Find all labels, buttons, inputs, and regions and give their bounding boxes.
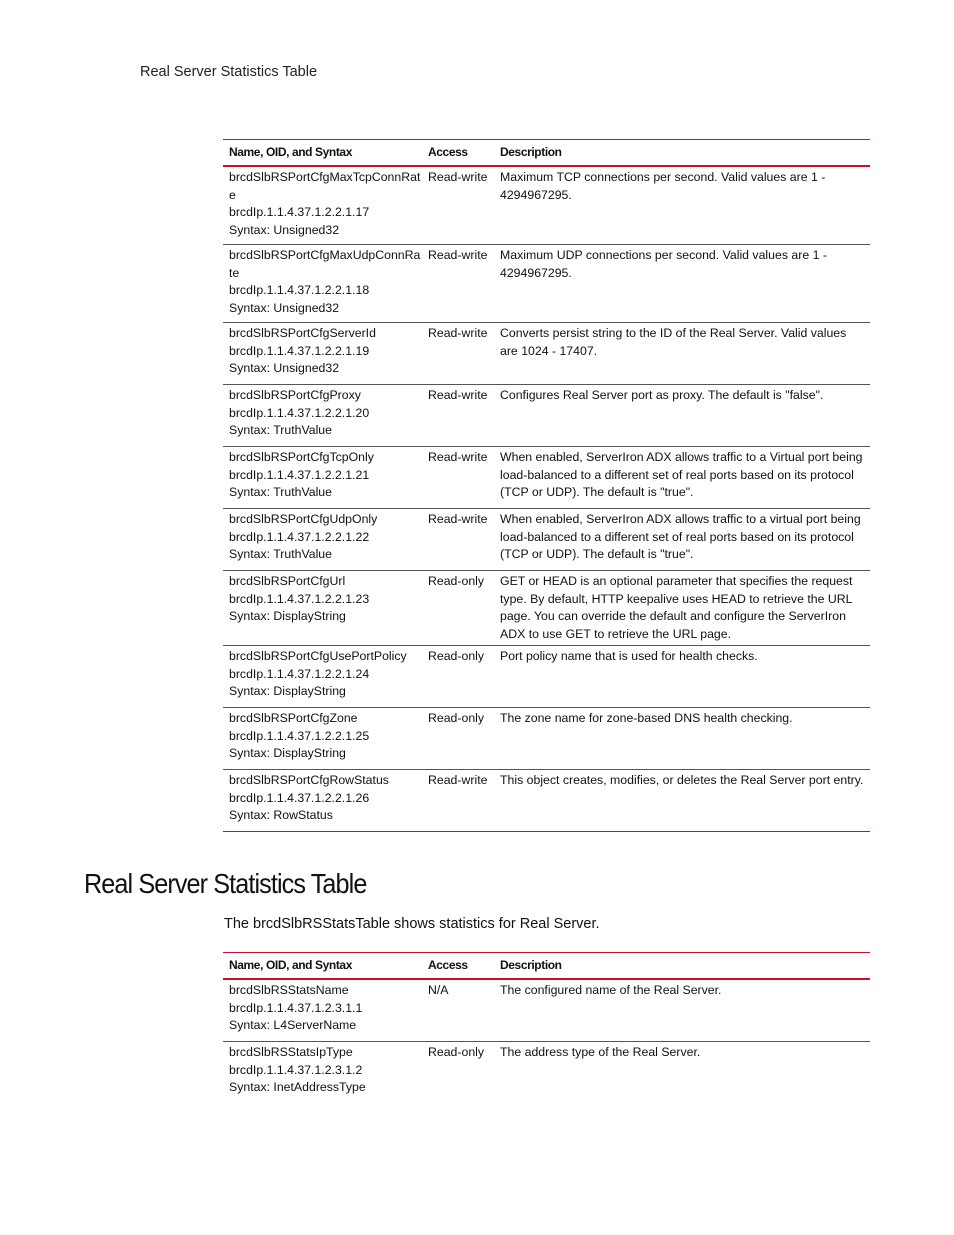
cell-access: Read-write bbox=[428, 773, 488, 787]
cell-access: Read-write bbox=[428, 388, 488, 402]
cell-line: brcdIp.1.1.4.37.1.2.3.1.1 bbox=[229, 1000, 363, 1015]
cell-line: brcdIp.1.1.4.37.1.2.2.1.17 bbox=[229, 205, 370, 219]
cell-line: brcdIp.1.1.4.37.1.2.2.1.25 bbox=[229, 728, 370, 743]
cell-name-oid-syntax bbox=[223, 385, 428, 446]
cell-name-oid-syntax bbox=[223, 509, 428, 570]
cell-name-oid-syntax bbox=[223, 646, 428, 707]
cell-line: brcdSlbRSStatsIpType bbox=[229, 1045, 353, 1059]
cell-name-oid-syntax bbox=[223, 167, 428, 244]
running-header: Real Server Statistics Table bbox=[140, 64, 318, 80]
header-description: Description bbox=[500, 144, 562, 159]
cell-line: brcdSlbRSStatsName bbox=[229, 983, 349, 997]
cell-line: brcdSlbRSPortCfgUrl bbox=[229, 574, 346, 588]
cell-line: Syntax: Unsigned32 bbox=[229, 361, 340, 375]
cell-line: brcdIp.1.1.4.37.1.2.2.1.20 bbox=[229, 405, 370, 420]
cell-line: Syntax: DisplayString bbox=[229, 684, 346, 698]
cell-description: GET or HEAD is an optional parameter that specifies the request type. By default, HTTP keepalive uses HEAD to retrieve the URL page. You can override the default and configure the ServerIron ADX to use GET to retrieve the URL page. bbox=[500, 574, 853, 641]
table-row bbox=[223, 1042, 870, 1104]
table-row bbox=[223, 245, 870, 323]
cell-line: brcdSlbRSPortCfgUsePortPolicy bbox=[229, 649, 407, 663]
table-row bbox=[223, 571, 870, 646]
table-row bbox=[223, 646, 870, 708]
cell-access: Read-write bbox=[428, 450, 488, 464]
cell-line: Syntax: Unsigned32 bbox=[229, 222, 340, 237]
cell-line: brcdIp.1.1.4.37.1.2.2.1.19 bbox=[229, 343, 370, 358]
cell-line: brcdIp.1.1.4.37.1.2.2.1.21 bbox=[229, 467, 370, 482]
cell-line: brcdSlbRSPortCfgServerId bbox=[229, 326, 376, 340]
cell-line: Syntax: DisplayString bbox=[229, 746, 346, 760]
cell-access: Read-write bbox=[428, 512, 488, 526]
cell-access: Read-write bbox=[428, 248, 488, 262]
mib-table-port-config bbox=[223, 139, 870, 832]
cell-line: Syntax: TruthValue bbox=[229, 485, 332, 499]
cell-line: Syntax: RowStatus bbox=[229, 808, 333, 822]
cell-description: When enabled, ServerIron ADX allows traffic to a virtual port being load-balanced to a different set of real ports based on its protocol (TCP or UDP). The default is "true". bbox=[500, 512, 861, 561]
cell-access: Read-only bbox=[428, 1045, 485, 1059]
table-row bbox=[223, 385, 870, 447]
cell-name-oid-syntax bbox=[223, 980, 428, 1041]
cell-line: Syntax: TruthValue bbox=[229, 423, 332, 437]
cell-access: Read-write bbox=[428, 170, 488, 184]
cell-line: brcdSlbRSPortCfgRowStatus bbox=[229, 773, 389, 787]
cell-line: Syntax: TruthValue bbox=[229, 547, 332, 561]
cell-line: Syntax: Unsigned32 bbox=[229, 300, 340, 315]
cell-access: Read-only bbox=[428, 649, 485, 663]
table-row bbox=[223, 323, 870, 385]
header-description: Description bbox=[500, 957, 562, 972]
cell-description: Maximum TCP connections per second. Valid values are 1 - 4294967295. bbox=[500, 170, 826, 202]
cell-line: brcdIp.1.1.4.37.1.2.2.1.18 bbox=[229, 283, 370, 297]
cell-line: brcdSlbRSPortCfgMaxUdpConnRa bbox=[229, 248, 421, 262]
cell-name-oid-syntax bbox=[223, 1042, 428, 1104]
cell-access: Read-only bbox=[428, 711, 485, 725]
cell-line: Syntax: L4ServerName bbox=[229, 1018, 357, 1032]
header-access: Access bbox=[428, 144, 468, 159]
cell-line: brcdSlbRSPortCfgProxy bbox=[229, 388, 361, 402]
cell-access: Read-only bbox=[428, 574, 485, 588]
cell-name-oid-syntax bbox=[223, 708, 428, 769]
cell-description: Maximum UDP connections per second. Valid values are 1 - 4294967295. bbox=[500, 248, 827, 280]
cell-description: The configured name of the Real Server. bbox=[500, 983, 722, 997]
table-header bbox=[223, 952, 870, 980]
cell-line: Syntax: InetAddressType bbox=[229, 1080, 366, 1094]
cell-line: Syntax: DisplayString bbox=[229, 609, 346, 623]
cell-description: The zone name for zone-based DNS health checking. bbox=[500, 711, 793, 725]
cell-access: N/A bbox=[428, 983, 449, 997]
cell-line: e bbox=[229, 187, 236, 202]
cell-description: The address type of the Real Server. bbox=[500, 1045, 701, 1059]
table-row bbox=[223, 770, 870, 832]
table-row bbox=[223, 509, 870, 571]
cell-line: brcdSlbRSPortCfgMaxTcpConnRat bbox=[229, 170, 421, 184]
cell-line: brcdIp.1.1.4.37.1.2.2.1.23 bbox=[229, 591, 370, 606]
section-intro: The brcdSlbRSStatsTable shows statistics for Real Server. bbox=[224, 916, 600, 932]
table-row bbox=[223, 708, 870, 770]
cell-line: brcdSlbRSPortCfgTcpOnly bbox=[229, 450, 374, 464]
header-access: Access bbox=[428, 957, 468, 972]
table-header bbox=[223, 139, 870, 167]
cell-access: Read-write bbox=[428, 326, 488, 340]
cell-description: Configures Real Server port as proxy. The default is "false". bbox=[500, 388, 824, 402]
cell-line: brcdIp.1.1.4.37.1.2.2.1.22 bbox=[229, 529, 370, 544]
table-row bbox=[223, 980, 870, 1042]
cell-description: Converts persist string to the ID of the Real Server. Valid values are 1024 - 17407. bbox=[500, 326, 847, 358]
cell-line: brcdIp.1.1.4.37.1.2.2.1.24 bbox=[229, 666, 370, 681]
cell-name-oid-syntax bbox=[223, 447, 428, 508]
cell-description: Port policy name that is used for health checks. bbox=[500, 649, 758, 663]
table-row bbox=[223, 167, 870, 245]
mib-table-stats bbox=[223, 952, 870, 1104]
header-name-oid-syntax: Name, OID, and Syntax bbox=[229, 957, 352, 972]
cell-name-oid-syntax bbox=[223, 770, 428, 831]
cell-description: This object creates, modifies, or deletes the Real Server port entry. bbox=[500, 773, 864, 787]
cell-name-oid-syntax bbox=[223, 245, 428, 322]
cell-line: brcdIp.1.1.4.37.1.2.2.1.26 bbox=[229, 790, 370, 805]
cell-name-oid-syntax bbox=[223, 571, 428, 645]
section-title: Real Server Statistics Table bbox=[84, 868, 367, 899]
cell-line: brcdIp.1.1.4.37.1.2.3.1.2 bbox=[229, 1062, 363, 1077]
cell-description: When enabled, ServerIron ADX allows traffic to a Virtual port being load-balanced to a different set of real ports based on its protocol (TCP or UDP). The default is "true". bbox=[500, 450, 863, 499]
table-row bbox=[223, 447, 870, 509]
cell-name-oid-syntax bbox=[223, 323, 428, 384]
cell-line: te bbox=[229, 265, 240, 280]
header-name-oid-syntax: Name, OID, and Syntax bbox=[229, 144, 352, 159]
cell-line: brcdSlbRSPortCfgZone bbox=[229, 711, 358, 725]
cell-line: brcdSlbRSPortCfgUdpOnly bbox=[229, 512, 378, 526]
